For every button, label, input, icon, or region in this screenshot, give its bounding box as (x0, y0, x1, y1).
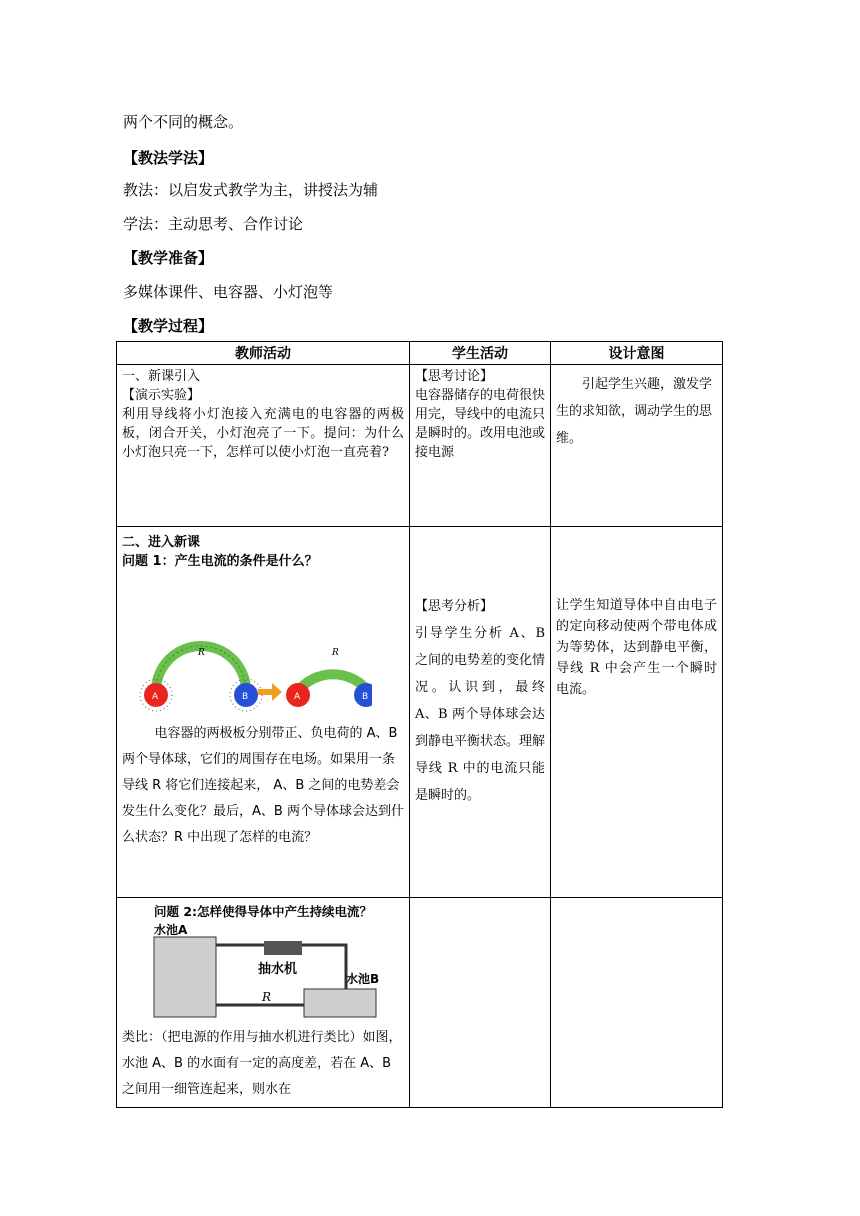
row3-student (410, 898, 551, 1108)
heading-methods: 【教法学法】 (123, 149, 214, 167)
header-student: 学生活动 (410, 342, 551, 365)
svg-text:A: A (152, 692, 159, 702)
svg-text:R: R (198, 648, 205, 658)
header-teacher: 教师活动 (117, 342, 410, 365)
row3-teacher-text: 类比：（把电源的作用与抽水机进行类比）如图，水池 A、B 的水面有一定的高度差，若在 A、B 之间用一细管连起来，则水在 (122, 1030, 402, 1097)
learn-method: 学法：主动思考、合作讨论 (123, 215, 304, 233)
row2-intent-text: 让学生知道导体中自由电子的定向移动使两个带电体成为等势体，达到静电平衡，导线 R 中会产生一个瞬时电流。 (556, 598, 717, 697)
water-pump-figure (150, 923, 382, 1021)
row1-student-title: 【思考讨论】 (415, 369, 494, 384)
row1-student-text: 电容器储存的电荷很快用完，导线中的电流只是瞬时的。改用电池或接电源 (415, 388, 546, 460)
row1-teacher-title: 一、新课引入 (122, 369, 201, 384)
svg-text:水池A: 水池A (154, 923, 188, 937)
row1-intent (551, 365, 723, 527)
svg-text:R: R (332, 648, 339, 658)
row2-teacher-text: 电容器的两极板分别带正、负电荷的 A、B 两个导体球，它们的周围存在电场。如果用一条导线 R 将它们连接起来， A、B 之间的电势差会发生什么变化？最后，A、B 两个导体球会达到什么状态？R 中出现了怎样的电流？ (122, 726, 404, 845)
prep-text: 多媒体课件、电容器、小灯泡等 (123, 283, 334, 301)
pool-b (304, 989, 376, 1017)
row2-student-title: 【思考分析】 (415, 599, 494, 614)
svg-text:抽水机: 抽水机 (258, 962, 298, 977)
row1-teacher-text: 利用导线将小灯泡接入充满电的电容器的两极板，闭合开关，小灯泡亮了一下。提问：为什么小灯泡只亮一下，怎样可以使小灯泡一直亮着? (122, 407, 404, 460)
row2-student-text: 引导学生分析 A、B 之间的电势差的变化情况。认识到，最终 A、B 两个导体球会达到静电平衡状态。理解导线 R 中的电流只能是瞬时的。 (415, 626, 546, 803)
row2-teacher (117, 527, 410, 898)
row1-student (410, 365, 551, 527)
after-state (286, 648, 372, 707)
header-intent: 设计意图 (551, 342, 723, 365)
svg-text:水池B: 水池B (346, 972, 380, 986)
arrow-icon (258, 683, 282, 701)
row2-question-1: 问题 1：产生电流的条件是什么？ (122, 554, 318, 569)
row3-question-2: 问题 2:怎样使得导体中产生持续电流？ (153, 904, 373, 919)
row3-intent (551, 898, 723, 1108)
lesson-table (116, 341, 723, 1108)
pump-box (264, 941, 302, 955)
row1-teacher-sub: 【演示实验】 (122, 388, 201, 403)
pool-a (154, 937, 216, 1017)
row3-teacher (117, 898, 410, 1108)
svg-text:A: A (294, 692, 301, 702)
svg-text:R: R (262, 990, 272, 1004)
continuation-line: 两个不同的概念。 (123, 113, 244, 131)
svg-text:B: B (362, 692, 369, 702)
electrostatic-figure (122, 625, 372, 715)
before-state (140, 646, 262, 711)
row2-intent (551, 527, 723, 898)
heading-process: 【教学过程】 (123, 317, 214, 335)
row2-student (410, 527, 551, 898)
row2-teacher-title: 二、进入新课 (122, 535, 201, 550)
heading-prep: 【教学准备】 (123, 249, 214, 267)
row1-intent-text: 引起学生兴趣，激发学生的求知欲，调动学生的思维。 (556, 377, 713, 446)
row1-teacher (117, 365, 410, 527)
teach-method: 教法：以启发式教学为主，讲授法为辅 (123, 181, 379, 199)
svg-text:B: B (242, 692, 249, 702)
